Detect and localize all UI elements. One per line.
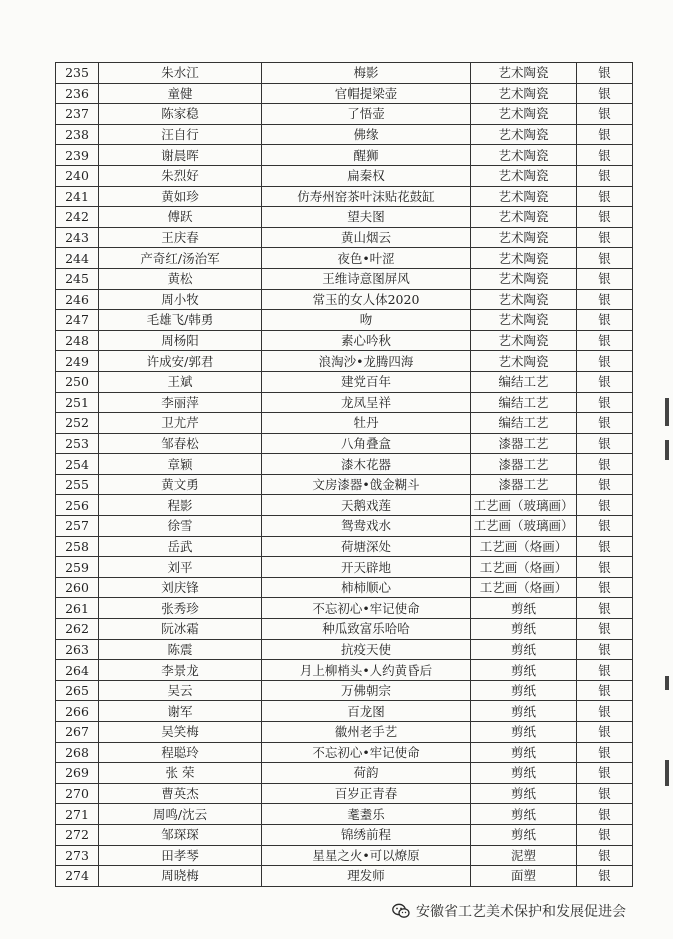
work-title-cell: 黄山烟云 [262, 227, 471, 248]
artist-name-cell: 黄文勇 [99, 474, 262, 495]
table-row [56, 83, 633, 104]
work-title-cell: 八角叠盒 [262, 433, 471, 454]
row-number-cell: 266 [56, 701, 99, 722]
award-level-cell: 银 [577, 83, 633, 104]
row-number-cell: 268 [56, 742, 99, 763]
table-row [56, 804, 633, 825]
artist-name-cell: 程影 [99, 495, 262, 516]
award-level-cell: 银 [577, 557, 633, 578]
award-level-cell: 银 [577, 186, 633, 207]
row-number-cell: 271 [56, 804, 99, 825]
work-title-cell: 佛缘 [262, 124, 471, 145]
row-number-cell: 254 [56, 454, 99, 475]
award-level-cell: 银 [577, 248, 633, 269]
artist-name-cell: 章颖 [99, 454, 262, 475]
table-row [56, 392, 633, 413]
work-title-cell: 开天辟地 [262, 557, 471, 578]
artist-name-cell: 张 荣 [99, 763, 262, 784]
table-row [56, 330, 633, 351]
row-number-cell: 272 [56, 824, 99, 845]
category-cell: 剪纸 [471, 742, 577, 763]
category-cell: 漆器工艺 [471, 454, 577, 475]
artist-name-cell: 童健 [99, 83, 262, 104]
artist-name-cell: 周杨阳 [99, 330, 262, 351]
row-number-cell: 240 [56, 165, 99, 186]
artist-name-cell: 岳武 [99, 536, 262, 557]
work-title-cell: 百岁正青春 [262, 783, 471, 804]
artist-name-cell: 谢晨晖 [99, 145, 262, 166]
work-title-cell: 星星之火•可以燎原 [262, 845, 471, 866]
artist-name-cell: 吴云 [99, 680, 262, 701]
category-cell: 艺术陶瓷 [471, 289, 577, 310]
row-number-cell: 262 [56, 619, 99, 640]
row-number-cell: 236 [56, 83, 99, 104]
row-number-cell: 242 [56, 207, 99, 228]
scan-edge-mark [665, 676, 669, 690]
award-level-cell: 银 [577, 207, 633, 228]
scan-edge-mark [665, 760, 669, 786]
row-number-cell: 259 [56, 557, 99, 578]
award-level-cell: 银 [577, 454, 633, 475]
award-level-cell: 银 [577, 63, 633, 84]
award-level-cell: 银 [577, 268, 633, 289]
row-number-cell: 270 [56, 783, 99, 804]
row-number-cell: 250 [56, 371, 99, 392]
table-row [56, 536, 633, 557]
artist-name-cell: 程聪玲 [99, 742, 262, 763]
work-title-cell: 荷韵 [262, 763, 471, 784]
artist-name-cell: 曹英杰 [99, 783, 262, 804]
category-cell: 编结工艺 [471, 392, 577, 413]
category-cell: 面塑 [471, 866, 577, 887]
work-title-cell: 醒狮 [262, 145, 471, 166]
table-row [56, 63, 633, 84]
category-cell: 剪纸 [471, 722, 577, 743]
award-level-cell: 银 [577, 165, 633, 186]
artist-name-cell: 产奇红/汤治军 [99, 248, 262, 269]
award-level-cell: 银 [577, 598, 633, 619]
award-level-cell: 银 [577, 145, 633, 166]
award-level-cell: 银 [577, 619, 633, 640]
artist-name-cell: 阮冰霜 [99, 619, 262, 640]
award-level-cell: 银 [577, 660, 633, 681]
work-title-cell: 不忘初心•牢记使命 [262, 742, 471, 763]
work-title-cell: 梅影 [262, 63, 471, 84]
work-title-cell: 官帽提梁壶 [262, 83, 471, 104]
work-title-cell: 百龙图 [262, 701, 471, 722]
category-cell: 剪纸 [471, 804, 577, 825]
category-cell: 编结工艺 [471, 371, 577, 392]
row-number-cell: 244 [56, 248, 99, 269]
work-title-cell: 素心吟秋 [262, 330, 471, 351]
category-cell: 剪纸 [471, 660, 577, 681]
award-level-cell: 银 [577, 351, 633, 372]
work-title-cell: 夜色•叶涩 [262, 248, 471, 269]
award-level-cell: 银 [577, 701, 633, 722]
category-cell: 泥塑 [471, 845, 577, 866]
award-level-cell: 银 [577, 763, 633, 784]
watermark [392, 901, 626, 921]
artist-name-cell: 周鸣/沈云 [99, 804, 262, 825]
work-title-cell: 天鹅戏莲 [262, 495, 471, 516]
category-cell: 工艺画（烙画） [471, 577, 577, 598]
work-title-cell: 抗疫天使 [262, 639, 471, 660]
artist-name-cell: 周小牧 [99, 289, 262, 310]
category-cell: 工艺画（玻璃画） [471, 516, 577, 537]
table-row [56, 763, 633, 784]
category-cell: 编结工艺 [471, 413, 577, 434]
work-title-cell: 种瓜致富乐哈哈 [262, 619, 471, 640]
table-row [56, 783, 633, 804]
scan-edge-mark [665, 398, 669, 426]
category-cell: 艺术陶瓷 [471, 227, 577, 248]
row-number-cell: 247 [56, 310, 99, 331]
artist-name-cell: 邹春松 [99, 433, 262, 454]
work-title-cell: 扁秦权 [262, 165, 471, 186]
artist-name-cell: 汪自行 [99, 124, 262, 145]
table-row [56, 145, 633, 166]
artist-name-cell: 黄松 [99, 268, 262, 289]
award-level-cell: 银 [577, 866, 633, 887]
row-number-cell: 253 [56, 433, 99, 454]
row-number-cell: 249 [56, 351, 99, 372]
work-title-cell: 龙凤呈祥 [262, 392, 471, 413]
category-cell: 剪纸 [471, 619, 577, 640]
award-level-cell: 银 [577, 639, 633, 660]
table-row [56, 619, 633, 640]
row-number-cell: 264 [56, 660, 99, 681]
work-title-cell: 了悟壶 [262, 104, 471, 125]
work-title-cell: 不忘初心•牢记使命 [262, 598, 471, 619]
artist-name-cell: 朱烈好 [99, 165, 262, 186]
table-row [56, 165, 633, 186]
table-row [56, 557, 633, 578]
work-title-cell: 耄耋乐 [262, 804, 471, 825]
artist-name-cell: 许成安/郭君 [99, 351, 262, 372]
work-title-cell: 月上柳梢头•人约黄昏后 [262, 660, 471, 681]
row-number-cell: 256 [56, 495, 99, 516]
category-cell: 剪纸 [471, 680, 577, 701]
table-row [56, 516, 633, 537]
category-cell: 艺术陶瓷 [471, 104, 577, 125]
work-title-cell: 万佛朝宗 [262, 680, 471, 701]
table-row [56, 310, 633, 331]
category-cell: 剪纸 [471, 598, 577, 619]
row-number-cell: 258 [56, 536, 99, 557]
category-cell: 艺术陶瓷 [471, 207, 577, 228]
table-row [56, 104, 633, 125]
table-row [56, 495, 633, 516]
artist-name-cell: 李景龙 [99, 660, 262, 681]
category-cell: 艺术陶瓷 [471, 145, 577, 166]
row-number-cell: 257 [56, 516, 99, 537]
scan-edge-mark [665, 440, 669, 460]
award-level-cell: 银 [577, 516, 633, 537]
row-number-cell: 251 [56, 392, 99, 413]
work-title-cell: 望夫图 [262, 207, 471, 228]
table-row [56, 371, 633, 392]
table-row [56, 124, 633, 145]
table-body [56, 63, 633, 887]
row-number-cell: 239 [56, 145, 99, 166]
artist-name-cell: 傅跃 [99, 207, 262, 228]
work-title-cell: 理发师 [262, 866, 471, 887]
award-level-cell: 银 [577, 680, 633, 701]
award-level-cell: 银 [577, 433, 633, 454]
artist-name-cell: 王庆春 [99, 227, 262, 248]
artist-name-cell: 刘庆锋 [99, 577, 262, 598]
award-level-cell: 银 [577, 804, 633, 825]
award-level-cell: 银 [577, 330, 633, 351]
work-title-cell: 锦绣前程 [262, 824, 471, 845]
category-cell: 工艺画（烙画） [471, 557, 577, 578]
award-level-cell: 银 [577, 824, 633, 845]
table-row [56, 639, 633, 660]
row-number-cell: 248 [56, 330, 99, 351]
row-number-cell: 252 [56, 413, 99, 434]
category-cell: 艺术陶瓷 [471, 330, 577, 351]
artist-name-cell: 周晓梅 [99, 866, 262, 887]
table-row [56, 207, 633, 228]
row-number-cell: 269 [56, 763, 99, 784]
table-row [56, 680, 633, 701]
row-number-cell: 237 [56, 104, 99, 125]
artist-name-cell: 王斌 [99, 371, 262, 392]
table-row [56, 413, 633, 434]
award-level-cell: 银 [577, 577, 633, 598]
work-title-cell: 常玉的女人体2020 [262, 289, 471, 310]
artist-name-cell: 田孝琴 [99, 845, 262, 866]
work-title-cell: 浪淘沙•龙腾四海 [262, 351, 471, 372]
row-number-cell: 263 [56, 639, 99, 660]
row-number-cell: 274 [56, 866, 99, 887]
category-cell: 剪纸 [471, 639, 577, 660]
category-cell: 剪纸 [471, 824, 577, 845]
work-title-cell: 文房漆器•戗金糊斗 [262, 474, 471, 495]
award-level-cell: 银 [577, 392, 633, 413]
category-cell: 漆器工艺 [471, 474, 577, 495]
category-cell: 艺术陶瓷 [471, 83, 577, 104]
award-level-cell: 银 [577, 310, 633, 331]
artist-name-cell: 吴笑梅 [99, 722, 262, 743]
row-number-cell: 261 [56, 598, 99, 619]
award-level-cell: 银 [577, 783, 633, 804]
wechat-icon [392, 903, 410, 919]
table-row [56, 866, 633, 887]
artist-name-cell: 黄如珍 [99, 186, 262, 207]
row-number-cell: 235 [56, 63, 99, 84]
category-cell: 艺术陶瓷 [471, 248, 577, 269]
row-number-cell: 255 [56, 474, 99, 495]
work-title-cell: 王维诗意图屏风 [262, 268, 471, 289]
table-row [56, 474, 633, 495]
award-level-cell: 银 [577, 474, 633, 495]
category-cell: 工艺画（玻璃画） [471, 495, 577, 516]
award-level-cell: 银 [577, 289, 633, 310]
table-row [56, 742, 633, 763]
work-title-cell: 徽州老手艺 [262, 722, 471, 743]
artist-name-cell: 卫尤芹 [99, 413, 262, 434]
table-row [56, 289, 633, 310]
table-row [56, 824, 633, 845]
table-row [56, 248, 633, 269]
artist-name-cell: 陈家稳 [99, 104, 262, 125]
award-level-cell: 银 [577, 845, 633, 866]
artist-name-cell: 徐雪 [99, 516, 262, 537]
category-cell: 剪纸 [471, 763, 577, 784]
award-level-cell: 银 [577, 536, 633, 557]
award-table [55, 62, 633, 887]
row-number-cell: 245 [56, 268, 99, 289]
award-level-cell: 银 [577, 371, 633, 392]
artist-name-cell: 邹琛琛 [99, 824, 262, 845]
table-row [56, 660, 633, 681]
category-cell: 艺术陶瓷 [471, 124, 577, 145]
award-level-cell: 银 [577, 104, 633, 125]
category-cell: 剪纸 [471, 701, 577, 722]
table-row [56, 351, 633, 372]
category-cell: 工艺画（烙画） [471, 536, 577, 557]
artist-name-cell: 朱水江 [99, 63, 262, 84]
award-level-cell: 银 [577, 413, 633, 434]
row-number-cell: 243 [56, 227, 99, 248]
table-row [56, 227, 633, 248]
work-title-cell: 荷塘深处 [262, 536, 471, 557]
row-number-cell: 241 [56, 186, 99, 207]
work-title-cell: 漆木花器 [262, 454, 471, 475]
table-row [56, 186, 633, 207]
table-row [56, 845, 633, 866]
category-cell: 剪纸 [471, 783, 577, 804]
award-level-cell: 银 [577, 742, 633, 763]
award-level-cell: 银 [577, 124, 633, 145]
table-row [56, 598, 633, 619]
work-title-cell: 吻 [262, 310, 471, 331]
watermark-text: 安徽省工艺美术保护和发展促进会 [416, 904, 626, 920]
table-row [56, 722, 633, 743]
artist-name-cell: 李丽萍 [99, 392, 262, 413]
award-level-cell: 银 [577, 495, 633, 516]
table-row [56, 577, 633, 598]
category-cell: 漆器工艺 [471, 433, 577, 454]
award-level-cell: 银 [577, 722, 633, 743]
category-cell: 艺术陶瓷 [471, 351, 577, 372]
row-number-cell: 246 [56, 289, 99, 310]
table-row [56, 268, 633, 289]
artist-name-cell: 陈震 [99, 639, 262, 660]
category-cell: 艺术陶瓷 [471, 63, 577, 84]
work-title-cell: 牡丹 [262, 413, 471, 434]
row-number-cell: 267 [56, 722, 99, 743]
artist-name-cell: 刘平 [99, 557, 262, 578]
row-number-cell: 265 [56, 680, 99, 701]
row-number-cell: 273 [56, 845, 99, 866]
work-title-cell: 柿柿顺心 [262, 577, 471, 598]
row-number-cell: 260 [56, 577, 99, 598]
category-cell: 艺术陶瓷 [471, 165, 577, 186]
row-number-cell: 238 [56, 124, 99, 145]
category-cell: 艺术陶瓷 [471, 268, 577, 289]
artist-name-cell: 张秀珍 [99, 598, 262, 619]
table-row [56, 454, 633, 475]
artist-name-cell: 谢军 [99, 701, 262, 722]
work-title-cell: 建党百年 [262, 371, 471, 392]
work-title-cell: 鸳鸯戏水 [262, 516, 471, 537]
category-cell: 艺术陶瓷 [471, 186, 577, 207]
artist-name-cell: 毛雄飞/韩勇 [99, 310, 262, 331]
table-row [56, 701, 633, 722]
award-level-cell: 银 [577, 227, 633, 248]
work-title-cell: 仿寿州窑茶叶沫贴花鼓缸 [262, 186, 471, 207]
category-cell: 艺术陶瓷 [471, 310, 577, 331]
table-row [56, 433, 633, 454]
